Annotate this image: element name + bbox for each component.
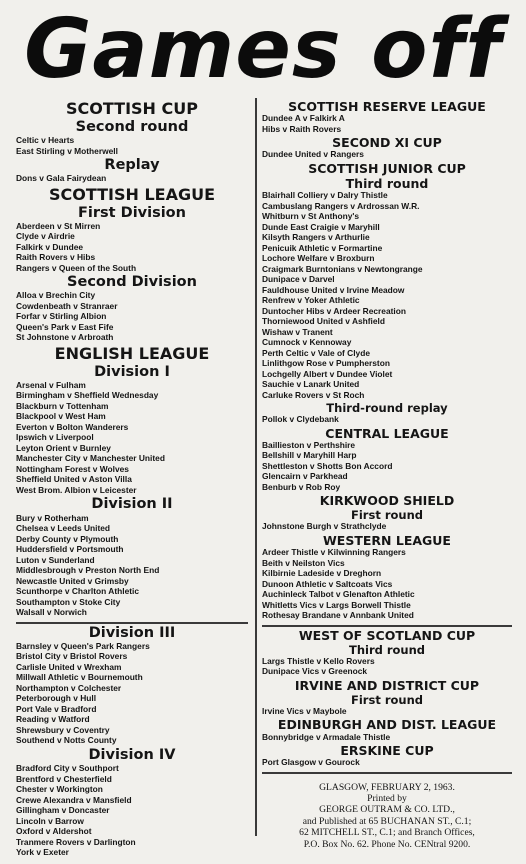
imprint-line: GLASGOW, FEBRUARY 2, 1963. <box>319 781 455 793</box>
fixture: Alloa v Brechin City <box>16 290 96 301</box>
fixture: Queen's Park v East Fife <box>16 321 114 332</box>
fixture: Brentford v Chesterfield <box>16 773 112 784</box>
division-heading: Division II <box>91 496 173 513</box>
fixture-list <box>262 706 512 717</box>
round-heading: First round <box>351 692 423 707</box>
fixture: Thorniewood United v Ashfield <box>262 316 385 326</box>
fixture-list <box>262 113 512 134</box>
section-heading: SCOTTISH CUP <box>66 99 198 118</box>
fixture: Peterborough v Hull <box>16 693 97 704</box>
section-heading: WEST OF SCOTLAND CUP <box>298 627 476 643</box>
fixture: Renfrew v Yoker Athletic <box>262 295 360 305</box>
fixture: York v Exeter <box>16 847 69 858</box>
round-heading: Third round <box>345 175 429 191</box>
fixture: Whitletts Vics v Largs Borwell Thistle <box>262 599 411 610</box>
fixture: Nottingham Forest v Wolves <box>16 463 129 474</box>
fixture: Barnsley v Queen's Park Rangers <box>16 640 150 651</box>
fixture-list <box>16 763 248 858</box>
fixture: Southampton v Stoke City <box>16 596 121 607</box>
round-heading: Replay <box>104 157 160 174</box>
fixture: Kilbirnie Ladeside v Dreghorn <box>262 568 382 578</box>
fixture: Newcastle United v Grimsby <box>16 575 129 586</box>
fixture: Cambuslang Rangers v Ardrossan W.R. <box>262 200 420 211</box>
section-heading: ENGLISH LEAGUE <box>54 343 210 363</box>
fixture: Scunthorpe v Charlton Athletic <box>16 586 139 597</box>
fixture: Rangers v Queen of the South <box>16 262 137 273</box>
fixture: Raith Rovers v Hibs <box>16 252 96 263</box>
fixture: Birmingham v Sheffield Wednesday <box>16 390 159 401</box>
fixture: Dunipace v Darvel <box>262 274 335 284</box>
fixture: Blackburn v Tottenham <box>16 400 109 411</box>
fixture: East Stirling v Motherwell <box>16 145 118 156</box>
fixture-list <box>262 190 512 400</box>
round-heading: Third round <box>348 642 426 657</box>
divider <box>262 625 512 627</box>
fixture: Carluke Rovers v St Roch <box>262 389 365 400</box>
fixture: Reading v Watford <box>16 714 90 725</box>
division-heading: Division III <box>88 624 176 641</box>
section-heading: SCOTTISH JUNIOR CUP <box>308 160 466 176</box>
fixture: Port Vale v Bradford <box>16 703 97 714</box>
fixture: Ardeer Thistle v Kilwinning Rangers <box>262 547 406 557</box>
section-heading: EDINBURGH AND DIST. LEAGUE <box>277 717 497 733</box>
section-heading: CENTRAL LEAGUE <box>325 425 449 441</box>
fixture: West Brom. Albion v Leicester <box>16 484 137 495</box>
section-heading: SCOTTISH RESERVE LEAGUE <box>288 99 486 114</box>
fixture: Middlesbrough v Preston North End <box>16 565 160 576</box>
fixture-list <box>16 380 248 496</box>
column-rule <box>255 98 257 836</box>
fixture-list <box>262 149 512 160</box>
fixture: Shrewsbury v Coventry <box>16 724 110 735</box>
fixture: Bristol City v Bristol Rovers <box>16 651 128 662</box>
fixture: Johnstone Burgh v Strathclyde <box>262 521 387 532</box>
imprint-line: GEORGE OUTRAM & CO. LTD., <box>319 804 455 816</box>
round-heading: Third-round replay <box>326 401 448 415</box>
imprint <box>262 782 512 850</box>
fixture: Clyde v Airdrie <box>16 231 75 242</box>
fixture: Luton v Sunderland <box>16 554 95 565</box>
division-heading: Division I <box>94 363 170 380</box>
imprint-line: P.O. Box No. 62. Phone No. CENtral 9200. <box>303 838 471 850</box>
fixture-list <box>262 521 512 532</box>
fixture-list <box>262 547 512 621</box>
imprint-line: and Published at 65 BUCHANAN ST., C.1; <box>302 815 472 827</box>
fixture: Arsenal v Fulham <box>16 379 86 390</box>
left-column <box>16 98 248 858</box>
fixture: Lochore Welfare v Broxburn <box>262 253 375 263</box>
round-heading: Second round <box>75 118 189 135</box>
section-heading: WESTERN LEAGUE <box>323 532 451 548</box>
fixture: Oxford v Aldershot <box>16 826 92 837</box>
fixture-list <box>16 290 248 343</box>
fixture: Blairhall Colliery v Dalry Thistle <box>262 190 388 200</box>
fixture: Cumnock v Kennoway <box>262 337 352 347</box>
fixture: Southend v Notts County <box>16 735 117 746</box>
fixture: Falkirk v Dundee <box>16 241 84 252</box>
fixture: Linlithgow Rose v Pumpherston <box>262 358 390 368</box>
fixture-list <box>262 732 512 743</box>
section-heading: KIRKWOOD SHIELD <box>319 493 455 509</box>
fixture: Forfar v Stirling Albion <box>16 311 107 322</box>
fixture: Wishaw v Tranent <box>262 326 333 337</box>
fixture-list <box>262 414 512 425</box>
section-heading: SCOTTISH LEAGUE <box>48 184 216 204</box>
fixture: Tranmere Rovers v Darlington <box>16 836 136 847</box>
fixture: Cowdenbeath v Stranraer <box>16 300 118 311</box>
fixture: Hibs v Raith Rovers <box>262 123 342 134</box>
fixture: Bradford City v Southport <box>16 763 119 774</box>
fixture-list <box>262 440 512 493</box>
right-column <box>262 98 512 850</box>
fixture: Dundee United v Rangers <box>262 149 364 160</box>
imprint-line: Printed by <box>367 793 407 805</box>
section-heading: IRVINE AND DISTRICT CUP <box>294 677 480 693</box>
fixture: St Johnstone v Arbroath <box>16 332 114 343</box>
fixture: Dundee A v Falkirk A <box>262 113 345 124</box>
fixture: Leyton Orient v Burnley <box>16 442 111 453</box>
fixture: Dunoon Athletic v Saltcoats Vics <box>262 578 393 589</box>
fixture: Bonnybridge v Armadale Thistle <box>262 731 391 742</box>
fixture: Beith v Neilston Vics <box>262 557 345 568</box>
fixture: Whitburn v St Anthony's <box>262 211 360 221</box>
fixture: Benburb v Rob Roy <box>262 481 341 492</box>
division-heading: Division IV <box>88 746 176 763</box>
fixture-list <box>16 221 248 274</box>
fixture: Dunde East Craigie v Maryhill <box>262 221 380 232</box>
fixture: Glencairn v Parkhead <box>262 471 348 482</box>
fixture: Penicuik Athletic v Formartine <box>262 242 383 253</box>
fixture-list <box>262 757 512 768</box>
section-heading: ERSKINE CUP <box>340 743 434 758</box>
division-heading: Second Division <box>67 274 197 291</box>
round-heading: First round <box>351 508 423 523</box>
fixture: Pollok v Clydebank <box>262 414 339 425</box>
fixture: Ipswich v Liverpool <box>16 432 94 443</box>
fixture-list <box>16 173 248 184</box>
fixture: Fauldhouse United v Irvine Meadow <box>262 284 405 295</box>
fixture: Shettleston v Shotts Bon Accord <box>262 460 393 471</box>
fixture-list <box>262 656 512 677</box>
page-title: Games off <box>24 2 502 97</box>
fixture: Gillingham v Doncaster <box>16 805 110 816</box>
fixture: Craigmark Burntonians v Newtongrange <box>262 263 423 274</box>
fixture: Millwall Athletic v Bournemouth <box>16 672 143 683</box>
fixture: Sheffield United v Aston Villa <box>16 474 132 485</box>
fixture: Aberdeen v St Mirren <box>16 220 101 231</box>
fixture: Northampton v Colchester <box>16 682 122 693</box>
fixture: Kilsyth Rangers v Arthurlie <box>262 232 370 242</box>
fixture: Irvine Vics v Maybole <box>262 705 347 716</box>
fixture: Sauchie v Lanark United <box>262 379 360 389</box>
fixture: Crewe Alexandra v Mansfield <box>16 794 132 805</box>
fixture-list <box>16 513 248 618</box>
fixture: Blackpool v West Ham <box>16 411 106 422</box>
fixture: Lochgelly Albert v Dundee Violet <box>262 368 393 379</box>
fixture: Perth Celtic v Vale of Clyde <box>262 347 370 358</box>
fixture: Dunipace Vics v Greenock <box>262 666 368 677</box>
fixture: Huddersfield v Portsmouth <box>16 544 124 555</box>
fixture: Carlisle United v Wrexham <box>16 661 122 672</box>
fixture: Bury v Rotherham <box>16 512 89 523</box>
fixture: Duntocher Hibs v Ardeer Recreation <box>262 305 406 316</box>
fixture: Walsall v Norwich <box>16 607 87 618</box>
fixture: Bellshill v Maryhill Harp <box>262 450 357 461</box>
fixture-list <box>16 641 248 746</box>
fixture: Derby County v Plymouth <box>16 533 119 544</box>
fixture: Port Glasgow v Gourock <box>262 757 360 768</box>
fixture: Everton v Bolton Wanderers <box>16 421 129 432</box>
fixture: Chester v Workington <box>16 784 103 795</box>
fixture: Rothesay Brandane v Annbank United <box>262 610 414 620</box>
fixture: Lincoln v Barrow <box>16 815 84 826</box>
fixture: Celtic v Hearts <box>16 135 75 146</box>
fixture: Dons v Gala Fairydean <box>16 173 107 184</box>
fixture: Chelsea v Leeds United <box>16 523 111 534</box>
fixture: Baillieston v Perthshire <box>262 439 356 450</box>
imprint-line: 62 MITCHELL ST., C.1; and Branch Offices, <box>299 827 475 839</box>
divider <box>16 622 248 624</box>
fixture: Manchester City v Manchester United <box>16 453 165 464</box>
fixture: Largs Thistle v Kello Rovers <box>262 655 375 666</box>
divider <box>262 772 512 774</box>
division-heading: First Division <box>78 204 186 221</box>
section-heading: SECOND XI CUP <box>332 135 442 151</box>
fixture-list <box>16 135 248 156</box>
fixture: Auchinleck Talbot v Glenafton Athletic <box>262 589 415 599</box>
